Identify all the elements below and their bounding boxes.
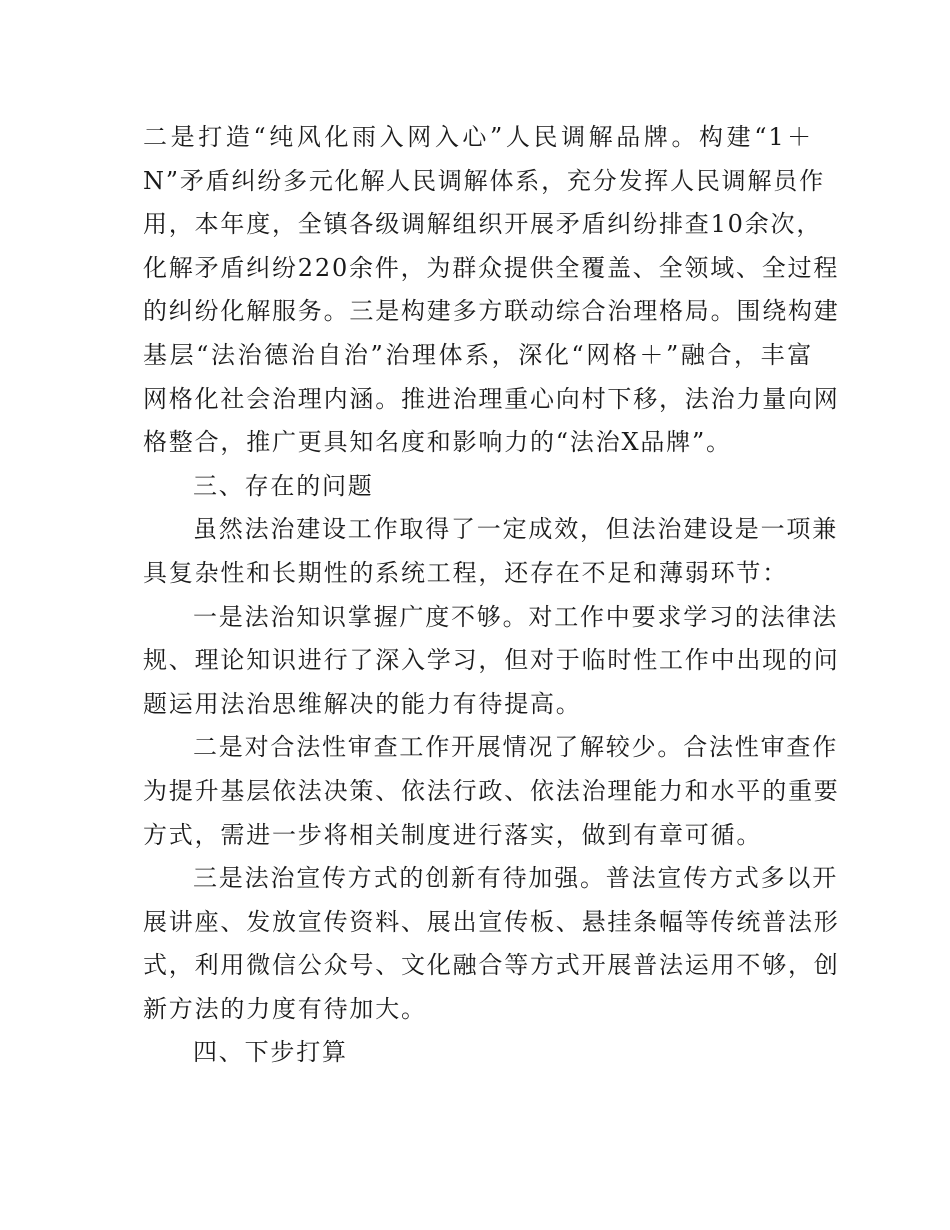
section-heading-existing-problems [143,465,813,509]
text-line: 虽然法治建设工作取得了一定成效，但法治建设是一项兼 [193,515,838,544]
heading-text: 三、存在的问题 [193,471,374,500]
paragraph-mediation-brand [143,116,840,465]
heading-text: 四、下步打算 [193,1038,348,1067]
paragraph-problem-two [143,726,840,857]
paragraph-problem-one [143,596,840,727]
text-line: 方式，需进一步将相关制度进行落实，做到有章可循。 [143,820,763,849]
text-line: 的纠纷化解服务。三是构建多方联动综合治理格局。围绕构建 [143,297,840,326]
text-line: 题运用法治思维解决的能力有待提高。 [143,689,582,718]
text-line: 二是打造“纯风化雨入网入心”人民调解品牌。构建“1＋ [143,123,813,151]
text-line: 基层“法治德治自治”治理体系，深化“网格＋”融合，丰富 [143,340,813,369]
text-line: 网格化社会治理内涵。推进治理重心向村下移，法治力量向网 [143,384,840,413]
section-heading-next-steps [143,1031,813,1075]
text-line: 一是法治知识掌握广度不够。对工作中要求学习的法律法 [193,602,838,631]
text-line: 用，本年度，全镇各级调解组织开展矛盾纠纷排查10余次， [143,210,823,239]
paragraph-problem-three [143,857,840,1031]
paragraph-problems-intro [143,508,838,595]
text-line: 规、理论知识进行了深入学习，但对于临时性工作中出现的问 [143,646,840,675]
text-line: 格整合，推广更具知名度和影响力的“法治X品牌”。 [143,428,732,457]
text-line: 展讲座、发放宣传资料、展出宣传板、悬挂条幅等传统普法形 [143,907,840,936]
text-line: 化解矛盾纠纷220余件，为群众提供全覆盖、全领域、全过程 [143,253,840,282]
document-body [143,116,840,1075]
text-line: 二是对合法性审查工作开展情况了解较少。合法性审查作 [193,733,838,762]
text-line: 式，利用微信公众号、文化融合等方式开展普法运用不够，创 [143,951,840,980]
text-line: 为提升基层依法决策、依法行政、依法治理能力和水平的重要 [143,776,840,805]
text-line: 三是法治宣传方式的创新有待加强。普法宣传方式多以开 [193,864,838,893]
text-line: 新方法的力度有待加大。 [143,994,427,1023]
text-line: N”矛盾纠纷多元化解人民调解体系，充分发挥人民调解员作 [143,166,825,195]
text-line: 具复杂性和长期性的系统工程，还存在不足和薄弱环节： [143,558,788,587]
